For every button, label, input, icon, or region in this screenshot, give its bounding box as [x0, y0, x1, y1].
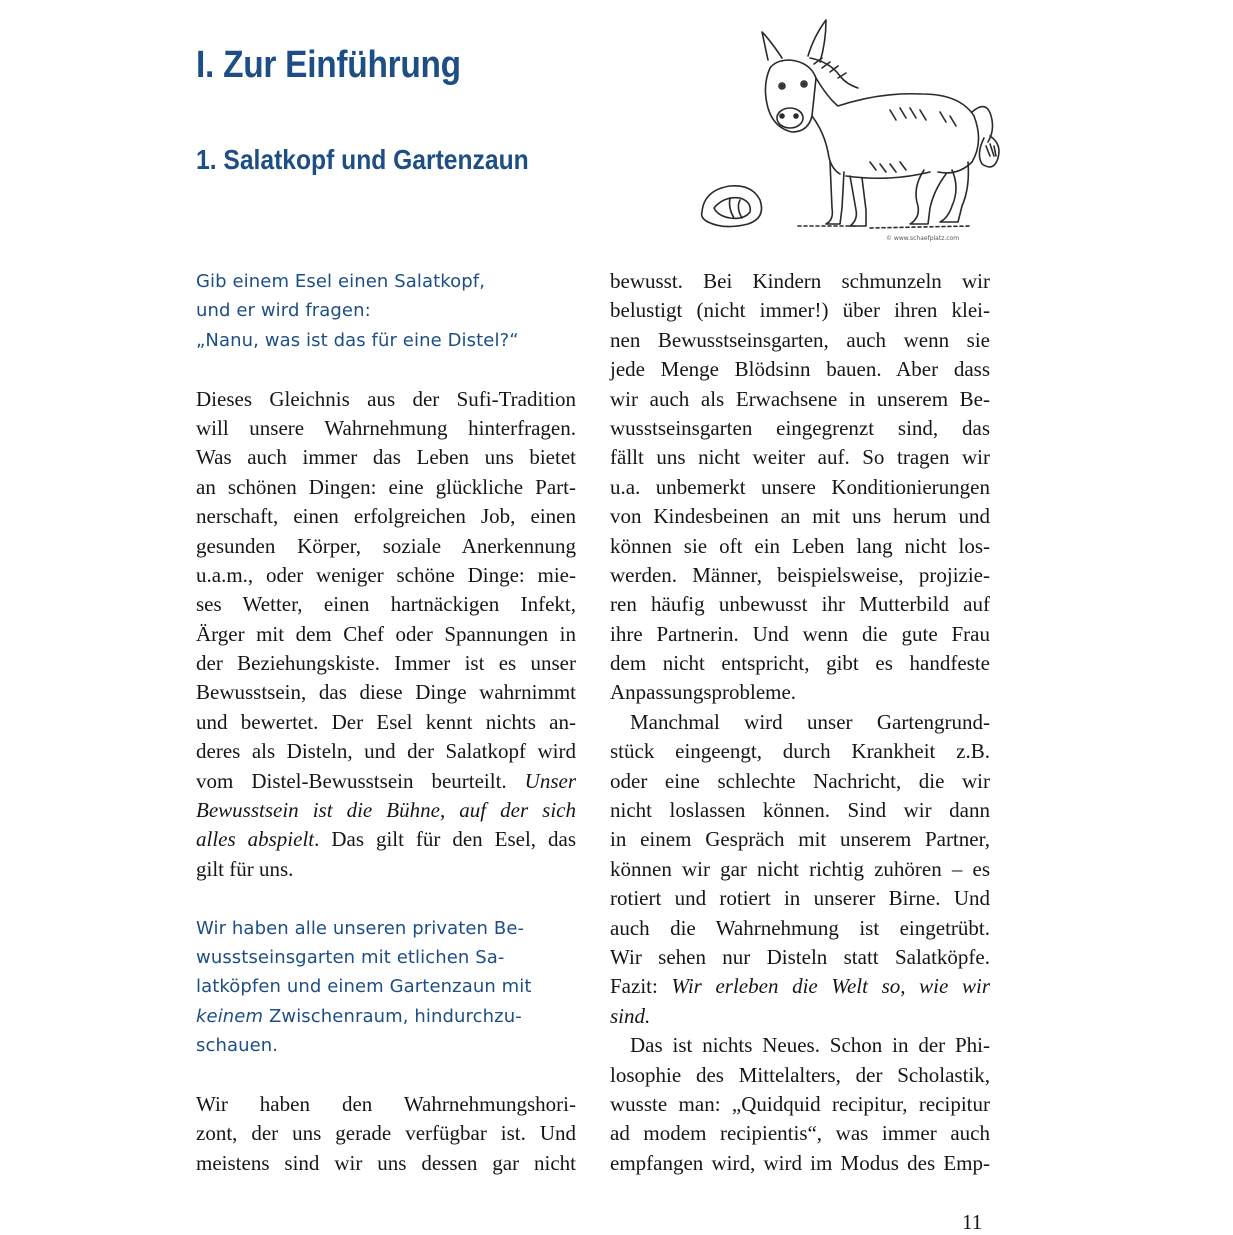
body-line: ad modem recipientis“, was immer auch	[610, 1121, 990, 1146]
body-line: zont, der uns gerade verfügbar ist. Und	[196, 1121, 576, 1146]
body-line: Was auch immer das Leben uns bietet	[196, 445, 576, 470]
section-title: 1. Salatkopf und Gartenzaun	[196, 144, 529, 175]
body-line: gesunden Körper, soziale Anerkennung	[196, 533, 576, 558]
body-line: empfangen wird, wird im Modus des Emp-	[610, 1150, 990, 1175]
body-line: und bewertet. Der Esel kennt nichts an-	[196, 709, 576, 734]
emphasis: Unser	[524, 768, 576, 793]
body-line: gilt für uns.	[196, 856, 294, 881]
body-line: deres als Disteln, und der Salatkopf wird	[196, 739, 576, 764]
body-line: belustigt (nicht immer!) über ihren klei-	[610, 298, 990, 323]
body-line: können sie oft ein Leben lang nicht los-	[610, 533, 990, 558]
body-line: Manchmal wird unser Gartengrund-	[630, 709, 990, 734]
chapter-title: I. Zur Einführung	[196, 44, 461, 86]
body-line: nicht loslassen können. Sind wir dann	[610, 798, 990, 823]
body-line: von Kindesbeinen an mit uns herum und	[610, 504, 990, 529]
blue-note-line: latköpfen und einem Gartenzaun mit	[196, 976, 532, 998]
body-line: können wir gar nicht richtig zuhören – es	[610, 856, 990, 881]
body-line: Wir sehen nur Disteln statt Salatköpfe.	[610, 944, 990, 969]
body-line: alles abspielt. Das gilt für den Esel, das	[196, 827, 576, 852]
body-line: auch die Wahrnehmung ist eingetrübt.	[610, 915, 990, 940]
emphasis: Wir erleben die Welt so, wie wir	[671, 974, 991, 999]
body-line: Bewusstsein, das diese Dinge wahrnimmt	[196, 680, 576, 705]
body-line: Wir haben den Wahrnehmungshori-	[196, 1091, 576, 1116]
blue-note-line: wusstseinsgarten mit etlichen Sa-	[196, 946, 505, 968]
body-line: in einem Gespräch mit unserem Partner,	[610, 827, 990, 852]
body-line: wusste man: „Quidquid recipitur, recipitur	[610, 1091, 990, 1116]
emphasis: sind.	[610, 1003, 651, 1028]
blue-note-line: keinem Zwischenraum, hindurchzu-	[196, 1005, 522, 1027]
right-column	[610, 267, 990, 1178]
body-line: Das ist nichts Neues. Schon in der Phi-	[630, 1033, 990, 1058]
body-line: nerschaft, einen erfolgreichen Job, einen	[196, 504, 576, 529]
illustration-credit: © www.schaefplatz.com	[886, 235, 960, 242]
body-line: ihre Partnerin. Und wenn die gute Frau	[610, 621, 990, 646]
motto-line: Gib einem Esel einen Salatkopf,	[196, 271, 486, 292]
emphasis: Bewusstsein ist die Bühne, auf der sich	[196, 798, 576, 823]
body-line	[610, 1002, 990, 1031]
body-line: Anpassungsprobleme.	[610, 680, 797, 705]
body-line: stück eingeengt, durch Krankheit z.B.	[610, 739, 990, 764]
body-line: will unsere Wahrnehmung hinterfragen.	[196, 415, 576, 440]
body-line: u.a.m., oder weniger schöne Dinge: mie-	[196, 562, 576, 587]
body-line: bewusst. Bei Kindern schmunzeln wir	[610, 269, 990, 293]
page-number: 11	[962, 1210, 983, 1234]
body-line: dem nicht entspricht, gibt es handfeste	[610, 651, 990, 676]
body-line: Ärger mit dem Chef oder Spannungen in	[196, 621, 576, 646]
donkey-illustration	[690, 12, 1042, 242]
emphasis: keinem	[196, 1005, 264, 1027]
body-line: der Beziehungskiste. Immer ist es unser	[196, 651, 576, 676]
blue-note-line: schauen.	[196, 1035, 279, 1057]
left-column	[196, 267, 576, 1178]
body-line: Fazit: Wir erleben die Welt so, wie wir	[610, 974, 991, 999]
body-line: rotiert und rotiert in unserer Birne. Und	[610, 886, 990, 911]
motto-line: und er wird fragen:	[196, 300, 371, 322]
body-line	[196, 796, 576, 825]
body-line: jede Menge Blödsinn bauen. Aber dass	[610, 357, 990, 382]
body-line: werden. Männer, beispielsweise, projizie-	[610, 562, 990, 587]
body-line: oder eine schlechte Nachricht, die wir	[610, 768, 990, 793]
body-line: Dieses Gleichnis aus der Sufi-Tradition	[196, 386, 576, 411]
body-line: fällt uns nicht weiter auf. So tragen wir	[610, 445, 990, 470]
body-line: u.a. unbemerkt unsere Konditionierungen	[610, 474, 990, 499]
body-line: losophie des Mittelalters, der Scholastik,	[610, 1062, 990, 1087]
body-line: nen Bewusstseinsgarten, auch wenn sie	[610, 327, 990, 352]
body-line: ses Wetter, einen hartnäckigen Infekt,	[196, 592, 576, 617]
motto-line: „Nanu, was ist das für eine Distel?“	[196, 329, 519, 351]
body-line: meistens sind wir uns dessen gar nicht	[196, 1150, 576, 1175]
body-line: ren häufig unbewusst ihr Mutterbild auf	[610, 592, 990, 617]
body-line: wir auch als Erwachsene in unserem Be-	[610, 386, 990, 411]
body-line: vom Distel-Bewusstsein beurteilt. Unser	[196, 768, 576, 793]
body-line: wusstseinsgarten eingegrenzt sind, das	[610, 415, 990, 440]
body-line: an schönen Dingen: eine glückliche Part-	[196, 474, 576, 499]
blue-note-line: Wir haben alle unseren privaten Be-	[196, 917, 525, 939]
emphasis: alles abspielt	[196, 827, 315, 852]
